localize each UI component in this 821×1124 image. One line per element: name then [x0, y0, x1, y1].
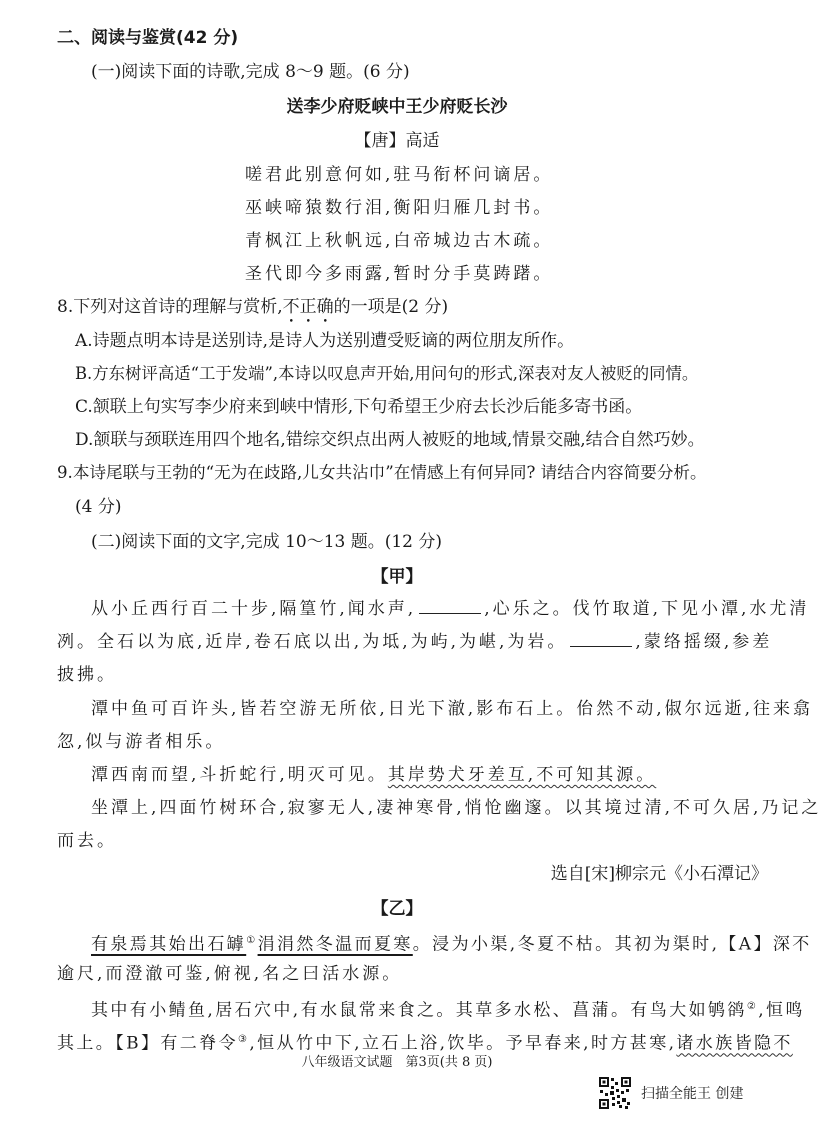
question-9-line2: (4 分) — [75, 497, 122, 517]
jia-text: 潭西南而望,斗折蛇行,明灭可见。 — [91, 765, 388, 785]
passage-yi-label: 【乙】 — [371, 899, 423, 919]
answer-blank-2[interactable] — [570, 632, 632, 647]
yi-paragraph-1-line2: 逾尺,而澄澈可鉴,俯视,名之曰活水源。 — [57, 964, 403, 984]
question-9-line1: 9.本诗尾联与王勃的“无为在歧路,儿女共沾巾”在情感上有何异同? 请结合内容简要分析。 — [57, 463, 707, 482]
jia-paragraph-1-line1 — [91, 598, 809, 620]
jia-paragraph-1-line3: 披拂。 — [57, 665, 117, 685]
poem-line: 青枫江上秋帆远,白帝城边古木疏。 — [245, 231, 554, 251]
poem-line: 圣代即今多雨露,暂时分手莫踌躇。 — [245, 264, 554, 284]
jia-paragraph-4-line2: 而去。 — [57, 831, 117, 851]
qr-code-icon — [598, 1076, 632, 1110]
yi-text: 其中有小鲭鱼,居石穴中,有水鼠常来食之。其草多水松、菖蒲。有鸟大如鸲鹆 — [91, 1000, 747, 1021]
jia-text: 从小丘西行百二十步,隔篁竹,闻水声, — [91, 599, 417, 619]
question-8-option-a: A.诗题点明本诗是送别诗,是诗人为送别遭受贬谪的两位朋友所作。 — [75, 331, 575, 351]
jia-text: ,心乐之。伐竹取道,下见小潭,水尤清 — [484, 599, 810, 619]
jia-paragraph-4-line1: 坐潭上,四面竹树环合,寂寥无人,凄神寒骨,悄怆幽邃。以其境过清,不可久居,乃记之 — [91, 798, 821, 818]
part2-intro: (二)阅读下面的文字,完成 10～13 题。(12 分) — [91, 532, 443, 552]
jia-source: 选自[宋]柳宗元《小石潭记》 — [550, 864, 768, 884]
wavy-underlined-sentence: 诸水族皆隐不 — [676, 1033, 793, 1054]
scanner-watermark-text: 扫描全能王 创建 — [641, 1086, 744, 1102]
passage-jia-label: 【甲】 — [371, 567, 423, 587]
underlined-sentence: 涓涓然冬温而夏寒 — [257, 934, 413, 955]
yi-text: 。浸为小渠,冬夏不枯。其初为渠时,【A】深不 — [412, 934, 812, 955]
underlined-sentence: 有泉焉其始出石罅 — [91, 934, 247, 955]
footnote-marker: ① — [246, 935, 258, 946]
part1-intro: (一)阅读下面的诗歌,完成 8～9 题。(6 分) — [91, 62, 410, 82]
yi-paragraph-1-line1 — [91, 930, 812, 956]
yi-paragraph-2-line1 — [91, 996, 805, 1022]
question-8-stem-after: 的一项是(2 分) — [333, 297, 449, 317]
poem-title: 送李少府贬峡中王少府贬长沙 — [286, 97, 508, 117]
page-footer: 八年级语文试题 第3页(共 8 页) — [301, 1055, 493, 1070]
jia-paragraph-3 — [91, 764, 656, 786]
wavy-underlined-sentence: 其岸势犬牙差互,不可知其源。 — [387, 765, 657, 785]
jia-text: ,蒙络摇缀,参差 — [635, 632, 773, 652]
jia-paragraph-2-line2: 忽,似与游者相乐。 — [57, 732, 226, 752]
answer-blank-1[interactable] — [419, 599, 481, 614]
jia-paragraph-1-line2 — [57, 631, 772, 653]
question-8-option-b: B.方东树评高适“工于发端”,本诗以叹息声开始,用问句的形式,深表对友人被贬的同情。 — [75, 364, 699, 383]
yi-text: 其上。【B】有二脊令 — [57, 1033, 238, 1054]
question-8-option-c: C.颔联上句实写李少府来到峡中情形,下句希望王少府去长沙后能多寄书函。 — [75, 397, 643, 417]
yi-text: ,恒鸣 — [758, 1000, 805, 1021]
poem-line: 巫峡啼猿数行泪,衡阳归雁几封书。 — [245, 198, 554, 218]
yi-text: ,恒从竹中下,立石上浴,饮毕。予早春来,时方甚寒, — [249, 1033, 677, 1054]
footnote-marker: ② — [746, 1001, 759, 1012]
section-heading: 二、阅读与鉴赏(42 分) — [57, 28, 239, 48]
footnote-marker: ③ — [238, 1034, 250, 1045]
question-8-stem — [57, 296, 448, 327]
question-8-emphasis: 不正确 — [282, 297, 334, 317]
jia-paragraph-2-line1: 潭中鱼可百许头,皆若空游无所依,日光下澈,影布石上。佁然不动,俶尔远逝,往来翕 — [91, 699, 814, 719]
question-8-option-d: D.颔联与颈联连用四个地名,错综交织点出两人被贬的地域,情景交融,结合自然巧妙。 — [75, 430, 705, 450]
yi-paragraph-2-line2 — [57, 1029, 793, 1055]
jia-text: 冽。全石以为底,近岸,卷石底以出,为坻,为屿,为嵁,为岩。 — [57, 632, 568, 652]
poem-line: 嗟君此别意何如,驻马衔杯问谪居。 — [245, 165, 554, 185]
question-8-stem-before: 8.下列对这首诗的理解与赏析, — [57, 297, 283, 317]
poem-author: 【唐】高适 — [354, 131, 440, 151]
